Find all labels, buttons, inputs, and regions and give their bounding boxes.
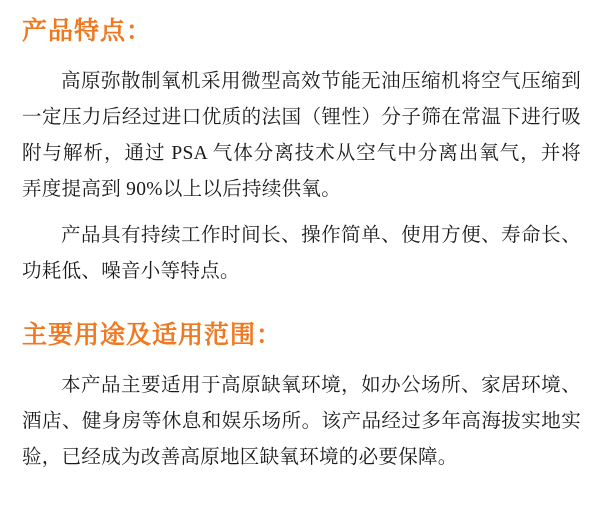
section-heading-product-features: 产品特点： [22, 16, 153, 45]
paragraph-product-features-1: 高原弥散制氧机采用微型高效节能无油压缩机将空气压缩到一定压力后经过进口优质的法国（锂性）分子筛在常温下进行吸附与解析，通过 PSA 气体分离技术从空气中分离出氧气，并将弄度提高到 90%以上以后持续供氧。 [22, 71, 581, 200]
paragraph-uses-and-scope-1: 本产品主要适用于高原缺氧环境，如办公场所、家居环境、酒店、健身房等休息和娱乐场所。该产品经过多年高海拔实地实验，已经成为改善高原地区缺氧环境的必要保障。 [22, 375, 581, 468]
paragraph-product-features-2: 产品具有持续工作时间长、操作简单、使用方便、寿命长、功耗低、噪音小等特点。 [22, 225, 581, 282]
section-heading-uses-and-scope: 主要用途及适用范围： [22, 320, 283, 349]
